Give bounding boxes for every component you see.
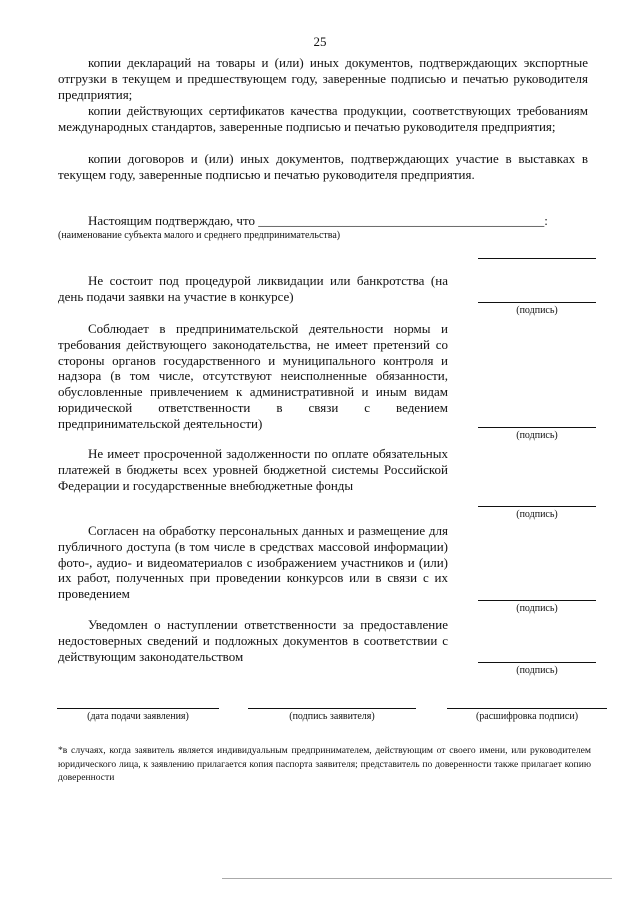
statement-no-liquidation: Не состоит под процедурой ликвидации или банкротства (на день подачи заявки на участие в конкурсе) <box>58 273 448 304</box>
confirm-caption: (наименование субъекта малого и среднего предпринимательства) <box>58 230 341 241</box>
signature-line-2 <box>478 427 596 428</box>
signature-line-3 <box>478 506 596 507</box>
footnote: *в случаях, когда заявитель является индивидуальным предпринимателем, действующим от своего имени, или руководителем юридического лица, к заявлению прилагается копия паспорта заявителя; представитель по доверенности также прилагает копию доверенности <box>58 745 591 783</box>
statement-no-debt: Не имеет просроченной задолженности по оплате обязательных платежей в бюджеты всех уровней бюджетной системы Российской Федерации и государственные внебюджетные фонды <box>58 446 448 493</box>
applicant-signature-line <box>248 708 416 709</box>
statement-compliance: Соблюдает в предпринимательской деятельности нормы и требования действующего законодательства, не имеет претензий со стороны органов государственного и муниципального контроля и надзора (в том числе, отсутствуют неисполненные обязанности, обусловленные привлечением к административной и иным видам юридической ответственности в связи с ведением предпринимательской деятельности) <box>58 321 448 431</box>
intro-item-certificates: копии действующих сертификатов качества продукции, соответствующих требованиям международных стандартов, заверенные подписью и печатью руководителя предприятия; <box>58 103 588 134</box>
statement-responsibility: Уведомлен о наступлении ответственности за предоставление недостоверных сведений и подложных документов в соответствии с действующим законодательством <box>58 617 448 664</box>
signature-label-3: (подпись) <box>516 509 558 520</box>
applicant-signature-label: (подпись заявителя) <box>289 711 375 722</box>
confirm-text: Настоящим подтверждаю, что ____________________________________________: <box>88 213 548 228</box>
page-number: 25 <box>313 34 327 49</box>
intro-item-exhibitions: копии договоров и (или) иных документов, подтверждающих участие в выставках в текущем году, заверенные подписью и печатью руководителя предприятия. <box>58 151 588 182</box>
statement-personal-data: Согласен на обработку персональных данных и размещение для публичного доступа (в том числе в средствах массовой информации) фото-, аудио- и видеоматериалов с изображением участников и (или) их работ, полученных при проведении конкурсов или в связи с их проведением <box>58 523 448 602</box>
date-line <box>57 708 219 709</box>
date-label: (дата подачи заявления) <box>87 711 189 722</box>
bottom-rule <box>222 878 612 879</box>
signature-label-1: (подпись) <box>516 305 558 316</box>
signature-line-5 <box>478 662 596 663</box>
signature-line-4 <box>478 600 596 601</box>
intro-item-declarations: копии деклараций на товары и (или) иных документов, подтверждающих экспортные отгрузки в текущем и предшествующем году, заверенные подписью и печатью руководителя предприятия; <box>58 55 588 102</box>
signature-label-2: (подпись) <box>516 430 558 441</box>
signature-decode-label: (расшифровка подписи) <box>475 711 579 722</box>
signature-label-4: (подпись) <box>516 603 558 614</box>
signature-decode-line <box>447 708 607 709</box>
signature-line-1 <box>478 302 596 303</box>
signature-label-5: (подпись) <box>516 665 558 676</box>
signature-line-top <box>478 258 596 259</box>
